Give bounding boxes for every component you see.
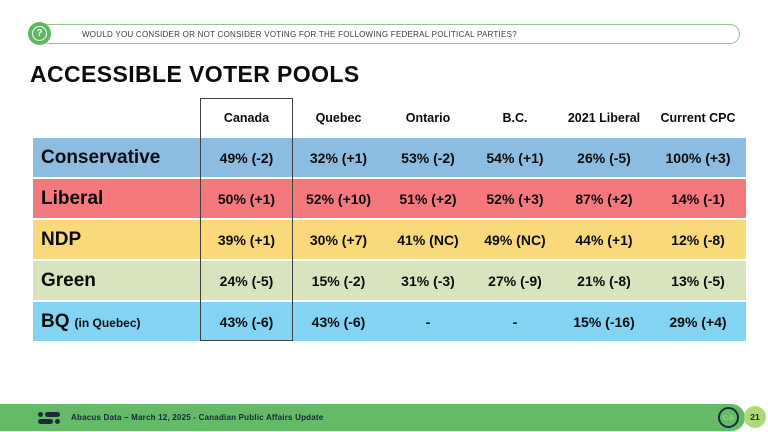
header-canada: Canada bbox=[223, 110, 270, 125]
cell-value: 39% (+1) bbox=[217, 231, 276, 248]
cell-value: 21% (-8) bbox=[577, 272, 631, 289]
table-row-conservative bbox=[33, 138, 746, 177]
cell-value: 49% (NC) bbox=[484, 231, 546, 248]
header-current-cpc: Current CPC bbox=[660, 110, 736, 125]
cell-value: 13% (-5) bbox=[671, 272, 725, 289]
cell-value: 53% (-2) bbox=[401, 149, 455, 166]
question-pill bbox=[39, 24, 740, 44]
footer-bar bbox=[0, 404, 745, 431]
cell-value: 100% (+3) bbox=[665, 149, 731, 166]
party-label: Liberal bbox=[41, 187, 104, 209]
cell-value: 44% (+1) bbox=[575, 231, 633, 248]
cell-value: - bbox=[425, 313, 431, 330]
cell-value: 50% (+1) bbox=[217, 190, 276, 207]
page-number-badge: 21 bbox=[744, 406, 766, 428]
cell-value: 32% (+1) bbox=[309, 149, 368, 166]
header-party-spacer bbox=[33, 98, 200, 138]
cell-value: 52% (+10) bbox=[306, 190, 371, 207]
party-label: BQ (in Quebec) bbox=[41, 310, 141, 332]
party-label: Conservative bbox=[41, 146, 161, 168]
table-row-bq bbox=[33, 302, 746, 341]
cell-value: 15% (-16) bbox=[573, 313, 635, 330]
cell-value: 15% (-2) bbox=[311, 272, 366, 289]
cell-value: 87% (+2) bbox=[575, 190, 633, 207]
header-quebec: Quebec bbox=[315, 110, 362, 125]
table-row-green bbox=[33, 261, 746, 300]
cell-value: 29% (+4) bbox=[669, 313, 727, 330]
cell-value: - bbox=[512, 313, 518, 330]
cell-value: 26% (-5) bbox=[577, 149, 631, 166]
cell-value: 51% (+2) bbox=[399, 190, 457, 207]
table-body bbox=[33, 138, 746, 341]
cell-value: 24% (-5) bbox=[219, 272, 274, 289]
header-2021-liberal: 2021 Liberal bbox=[567, 110, 641, 125]
header-bc: B.C. bbox=[502, 110, 528, 125]
cell-value: 41% (NC) bbox=[397, 231, 459, 248]
cell-value: 43% (-6) bbox=[219, 313, 274, 330]
cell-value: 30% (+7) bbox=[309, 231, 368, 248]
question-icon: ? bbox=[28, 22, 51, 45]
cell-value: 49% (-2) bbox=[219, 149, 274, 166]
ca-badge-icon: CA bbox=[718, 407, 739, 428]
party-label-suffix: (in Quebec) bbox=[74, 316, 141, 330]
cell-value: 12% (-8) bbox=[671, 231, 725, 248]
cell-value: 31% (-3) bbox=[401, 272, 455, 289]
table-row-ndp bbox=[33, 220, 746, 259]
table-row-liberal bbox=[33, 179, 746, 218]
table-header-row bbox=[33, 98, 746, 138]
voter-pools-table bbox=[33, 98, 746, 341]
abacus-data-logo-icon bbox=[38, 412, 60, 424]
party-label: NDP bbox=[41, 228, 82, 250]
party-label: Green bbox=[41, 269, 96, 291]
question-text: WOULD YOU CONSIDER OR NOT CONSIDER VOTING FOR THE FOLLOWING FEDERAL POLITICAL PARTIES? bbox=[82, 29, 517, 39]
header-ontario: Ontario bbox=[405, 110, 451, 125]
page-title: ACCESSIBLE VOTER POOLS bbox=[30, 61, 360, 87]
cell-value: 54% (+1) bbox=[486, 149, 544, 166]
cell-value: 27% (-9) bbox=[488, 272, 542, 289]
cell-value: 52% (+3) bbox=[486, 190, 544, 207]
footer-source-text: Abacus Data – March 12, 2025 - Canadian Public Affairs Update bbox=[71, 413, 324, 422]
question-banner bbox=[28, 22, 740, 46]
cell-value: 14% (-1) bbox=[671, 190, 725, 207]
cell-value: 43% (-6) bbox=[311, 313, 366, 330]
